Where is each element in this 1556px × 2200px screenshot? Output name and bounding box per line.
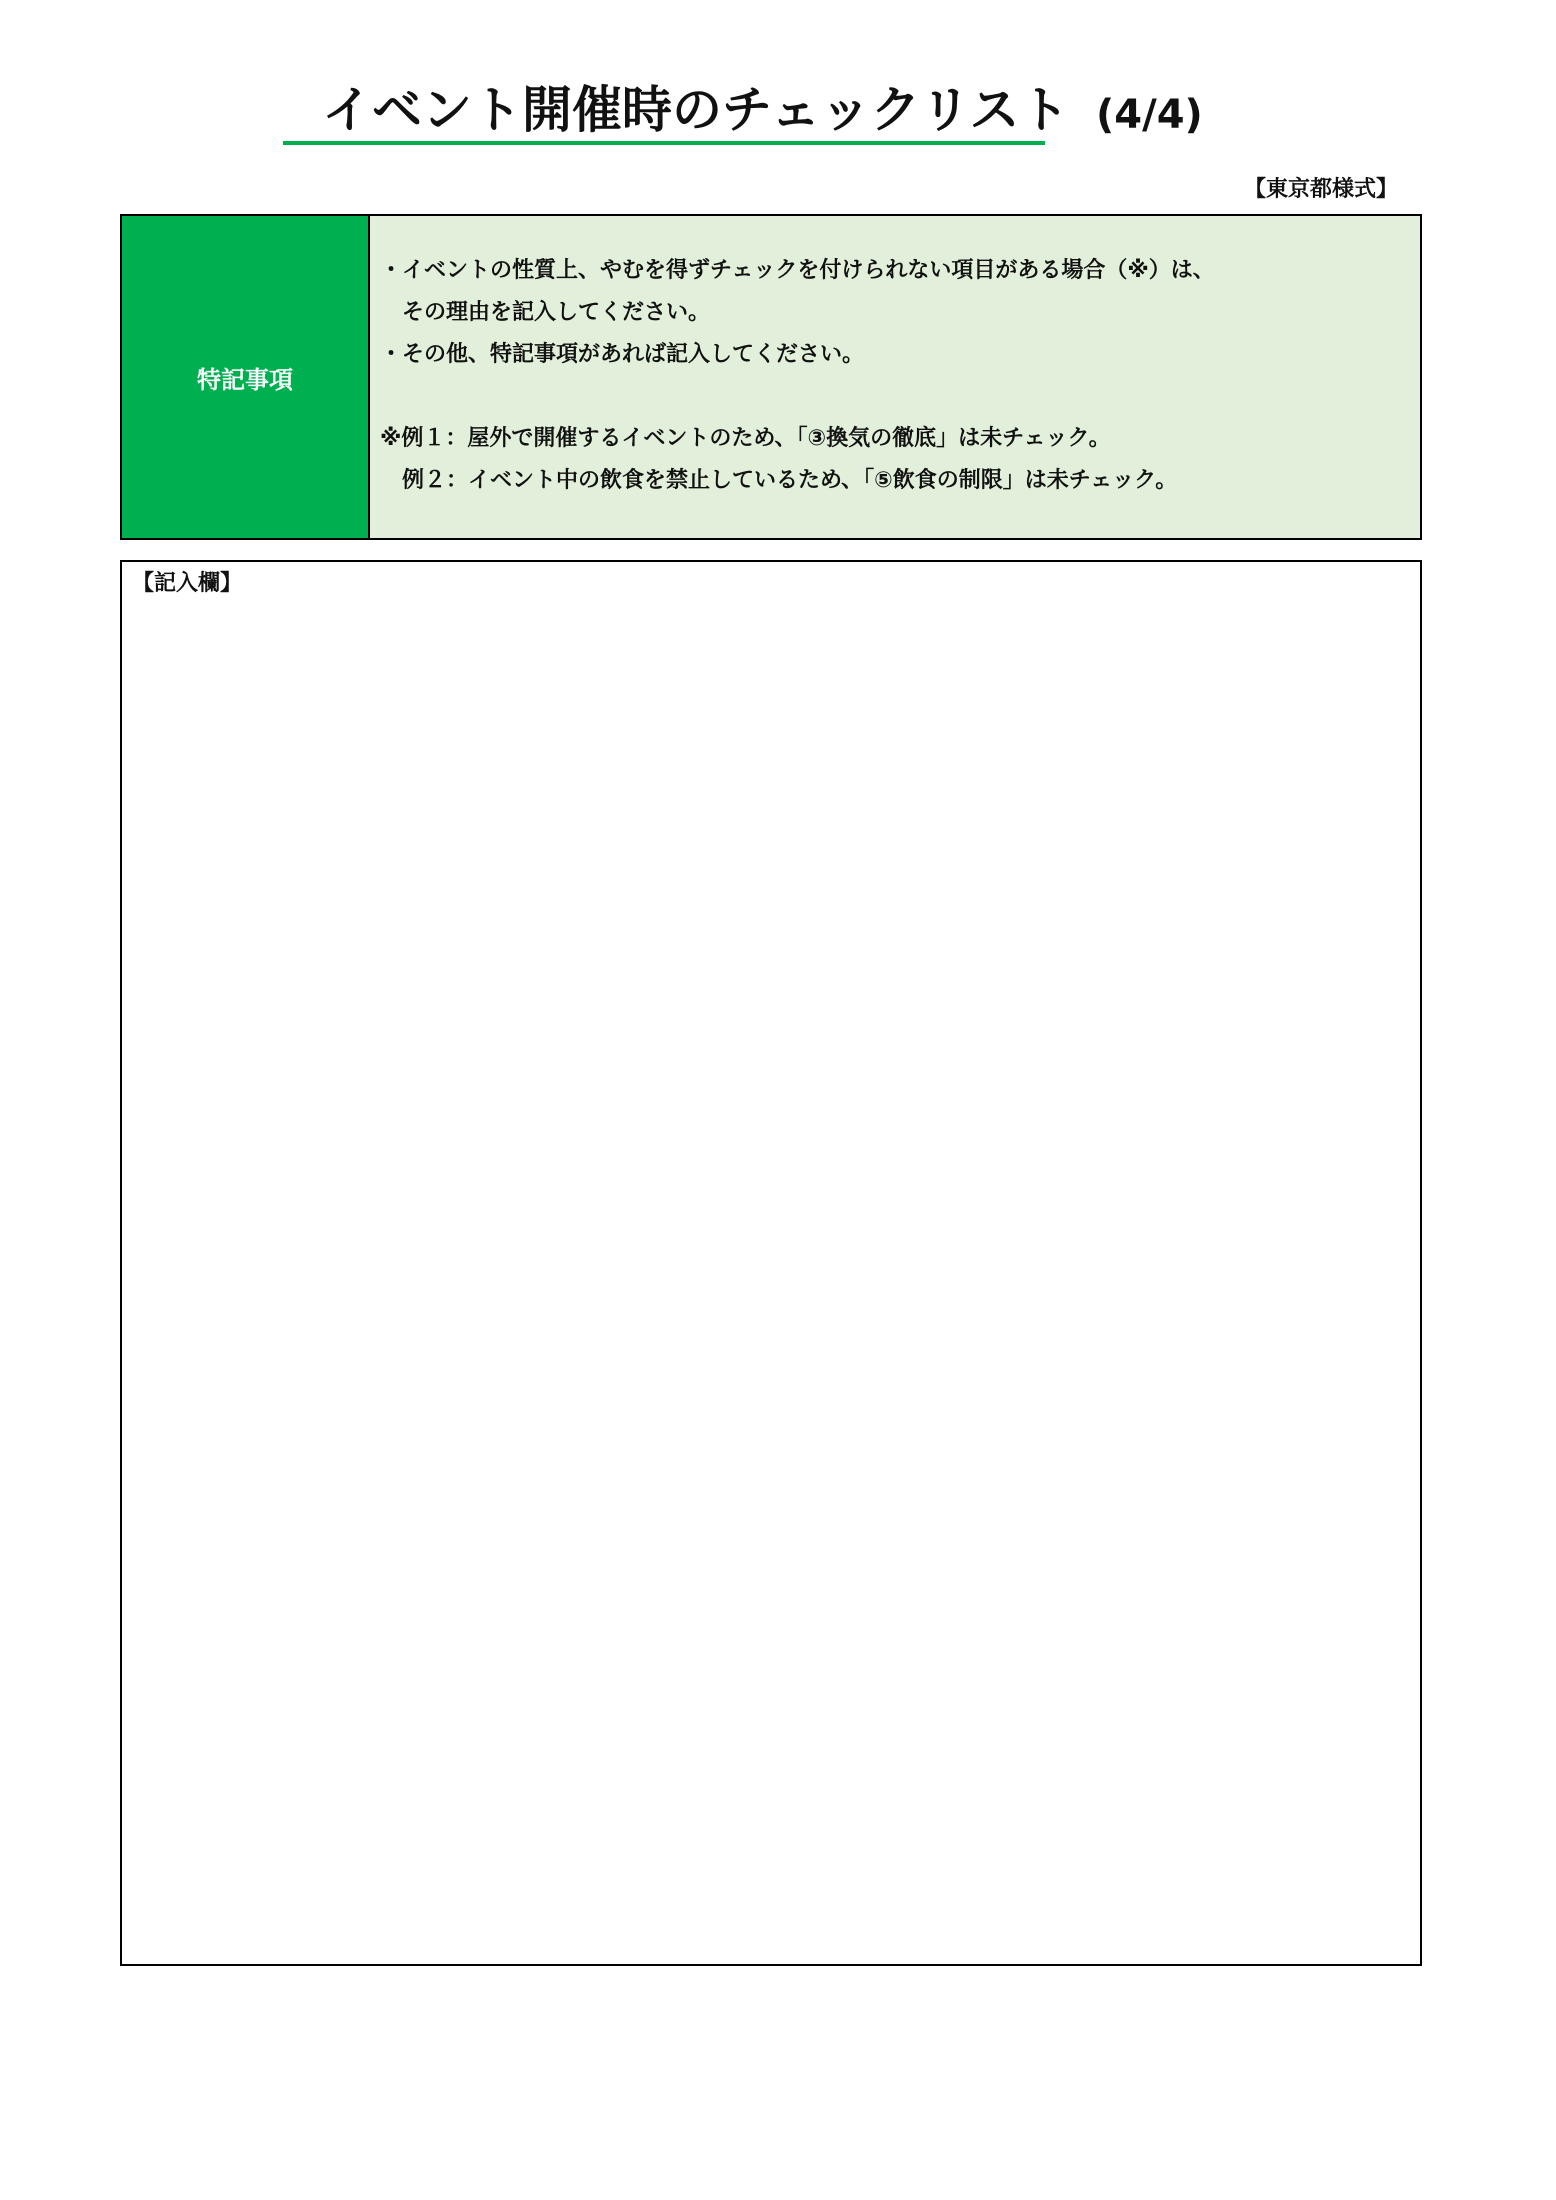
notes-table bbox=[120, 214, 1422, 540]
entry-label: 【記入欄】 bbox=[132, 571, 243, 596]
page-title: イベント開催時のチェックリスト bbox=[322, 81, 1070, 139]
form-label: 【東京都様式】 bbox=[1243, 177, 1398, 202]
page-indicator: (4/4) bbox=[1096, 92, 1203, 138]
notes-line: その理由を記入してください。 bbox=[380, 300, 711, 325]
notes-instructions bbox=[370, 216, 1420, 538]
notes-line: ・イベントの性質上、やむを得ずチェックを付けられない項目がある場合（※）は、 bbox=[380, 258, 1215, 283]
title-area bbox=[0, 78, 1556, 148]
notes-line: ・その他、特記事項があれば記入してください。 bbox=[380, 342, 865, 367]
entry-field[interactable] bbox=[120, 560, 1422, 1966]
notes-line: 例２：イベント中の飲食を禁止しているため、「⑤飲食の制限」は未チェック。 bbox=[380, 468, 1178, 493]
notes-line: ※例１：屋外で開催するイベントのため、「③換気の徹底」は未チェック。 bbox=[380, 426, 1111, 451]
notes-header: 特記事項 bbox=[122, 216, 370, 538]
title-underline bbox=[283, 141, 1045, 145]
notes-spacer bbox=[380, 376, 1420, 418]
